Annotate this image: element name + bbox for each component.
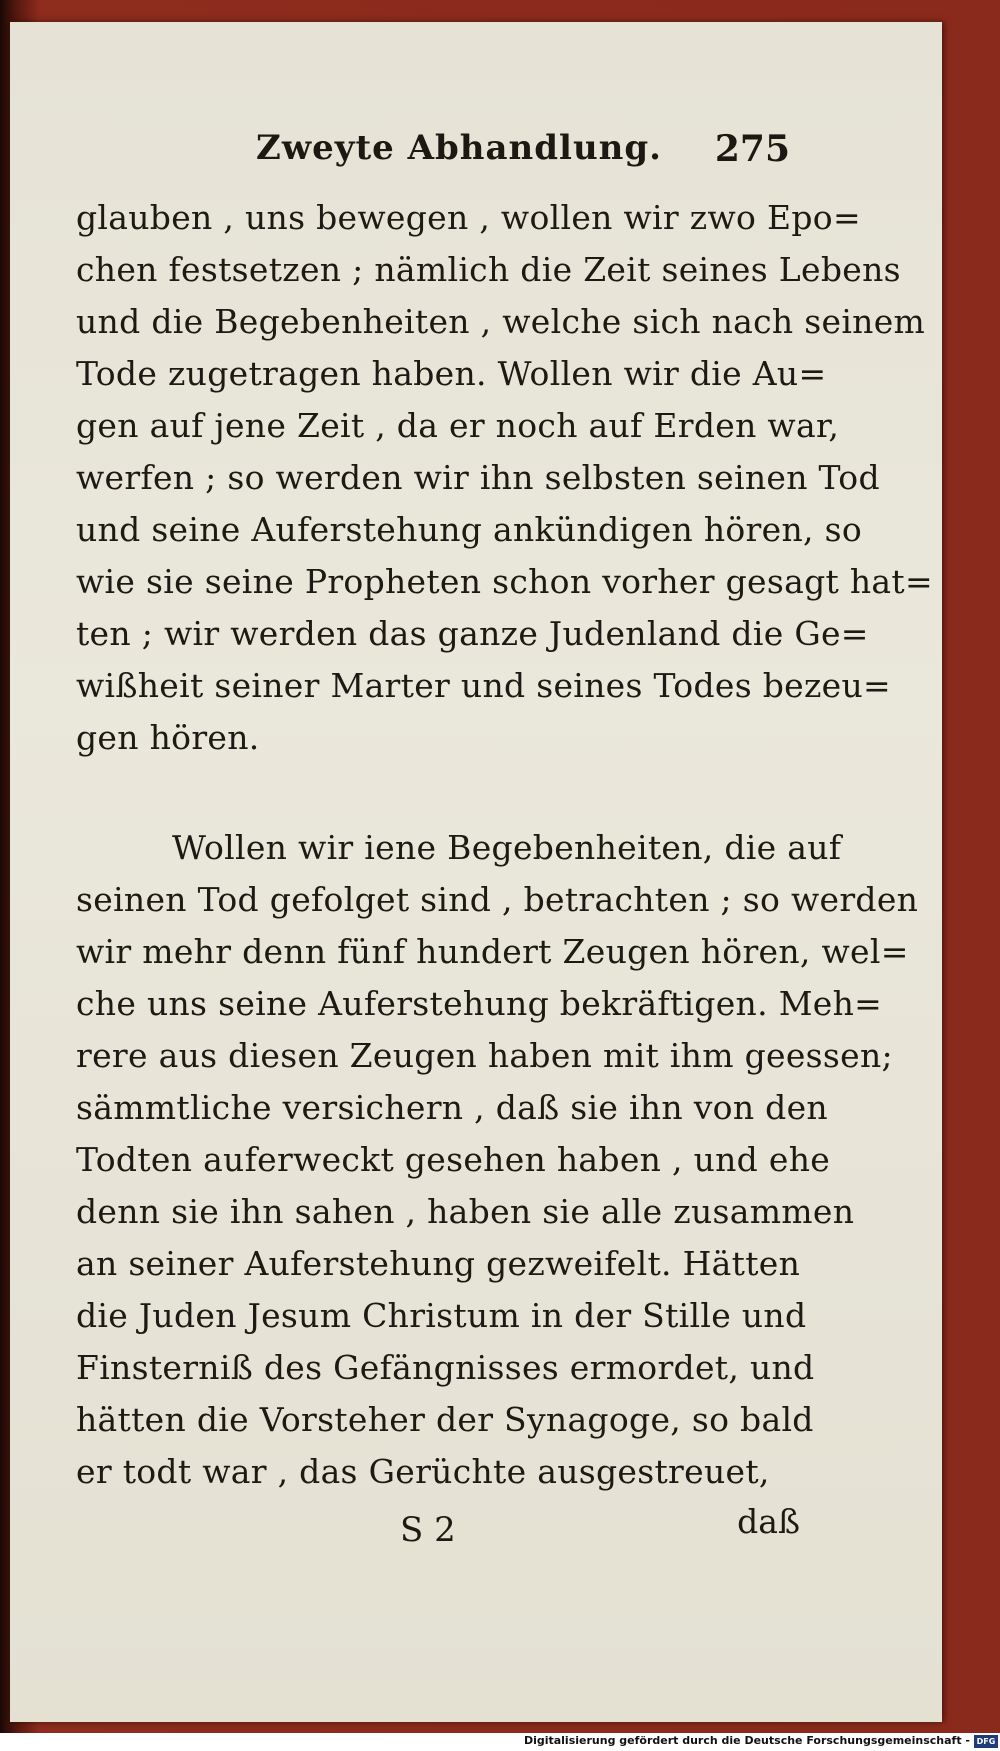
text-line: und die Begebenheiten , welche sich nach seinem [76,302,926,341]
signature-mark: S 2 [400,1510,456,1550]
text-line: wir mehr denn fünf hundert Zeugen hören, wel= [76,932,909,971]
text-line: ten ; wir werden das ganze Judenland die Ge= [76,614,869,653]
text-line: und seine Auferstehung ankündigen hören, so [76,510,862,549]
dfg-logo-icon: DFG [974,1735,998,1748]
running-head [230,114,790,174]
text-line: an seiner Auferstehung gezweifelt. Hätten [76,1244,801,1283]
text-line: denn sie ihn sahen , haben sie alle zusammen [76,1192,855,1231]
text-line: Todten auferweckt gesehen haben , und ehe [76,1140,831,1179]
text-line: Wollen wir iene Begebenheiten, die auf [172,828,842,867]
text-line: glauben , uns bewegen , wollen wir zwo Epo= [76,198,861,237]
text-line: Tode zugetragen haben. Wollen wir die Au= [76,354,827,393]
book-page [10,22,942,1722]
text-line: gen hören. [76,718,260,757]
funding-credit: Digitalisierung gefördert durch die Deutsche Forschungsgemeinschaft - [523,1734,970,1747]
text-line: die Juden Jesum Christum in der Stille und [76,1296,807,1335]
text-line: seinen Tod gefolget sind , betrachten ; so werden [76,880,919,919]
paragraph-break [76,764,786,822]
text-line: werfen ; so werden wir ihn selbsten seinen Tod [76,458,880,497]
text-line: er todt war , das Gerüchte ausgestreuet, [76,1452,770,1491]
body-text [76,192,933,1498]
text-line: wie sie seine Propheten schon vorher gesagt hat= [76,562,933,601]
text-line: gen auf jene Zeit , da er noch auf Erden war, [76,406,840,445]
text-line: rere aus diesen Zeugen haben mit ihm geessen; [76,1036,893,1075]
page-number: 275 [714,128,790,170]
credit-strip [0,1733,1000,1751]
text-line: hätten die Vorsteher der Synagoge, so bald [76,1400,814,1439]
text-line: sämmtliche versichern , daß sie ihn von den [76,1088,828,1127]
page-footer [400,1502,800,1558]
running-head-title: Zweyte Abhandlung. [256,128,663,168]
text-line: Finsterniß des Gefängnisses ermordet, und [76,1348,815,1387]
catchword: daß [737,1502,800,1541]
text-line: chen festsetzen ; nämlich die Zeit seines Lebens [76,250,901,289]
text-line: che uns seine Auferstehung bekräftigen. Meh= [76,984,883,1023]
text-line: wißheit seiner Marter und seines Todes bezeu= [76,666,892,705]
